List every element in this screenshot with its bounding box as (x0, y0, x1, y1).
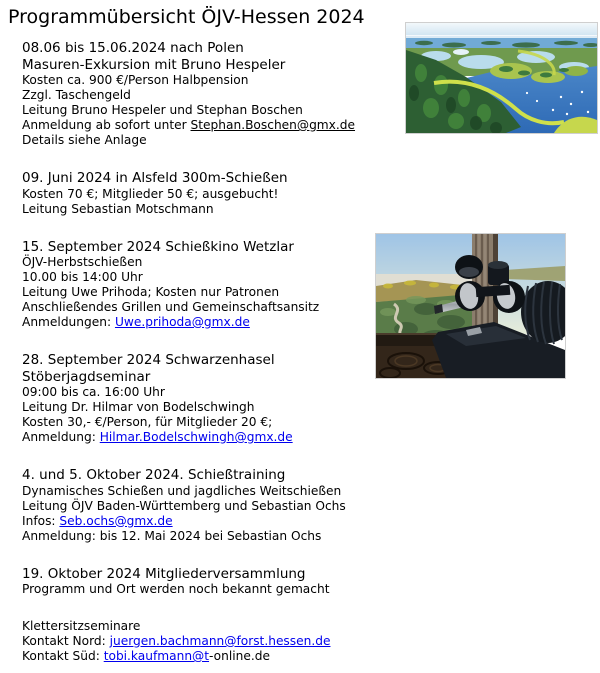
event-detail-line (22, 103, 382, 118)
text-segment: -online.de (209, 649, 270, 663)
email-link[interactable]: Uwe.prihoda@gmx.de (114, 315, 250, 329)
event-detail-line (22, 499, 382, 514)
event-detail-line (22, 619, 382, 634)
text-segment: Zzgl. Taschengeld (22, 88, 131, 102)
email-link[interactable]: Seb.ochs@gmx.de (59, 513, 173, 528)
event-section (22, 40, 382, 148)
text-segment: Kosten ca. 900 €/Person Halbpension (22, 73, 249, 87)
event-section (22, 239, 382, 331)
text-segment: Leitung Sebastian Motschmann (22, 201, 214, 216)
event-detail-line (22, 187, 382, 202)
text-segment: Anmeldung: (22, 430, 100, 444)
text-segment: Kontakt Süd: (22, 649, 104, 663)
text-segment: 09:00 bis ca. 16:00 Uhr (22, 385, 165, 399)
email-underlined-link[interactable]: Stephan.Boschen@gmx.de (190, 118, 356, 132)
event-section (22, 170, 382, 217)
rifle-scope-illustration (376, 234, 565, 378)
text-segment: Anmeldungen: (22, 315, 115, 329)
event-heading: 4. und 5. Oktober 2024. Schießtraining (22, 467, 286, 483)
event-detail-line (22, 484, 382, 499)
event-detail-line (22, 202, 382, 217)
text-segment: Kosten 30,- €/Person, für Mitglieder 20 €; (22, 415, 273, 429)
text-segment: Dynamisches Schießen und jagdliches Weitschießen (22, 483, 342, 498)
text-segment: Kontakt Nord: (22, 634, 110, 648)
event-detail-line (22, 529, 382, 544)
event-detail-line (22, 649, 382, 664)
event-detail-line (22, 133, 382, 148)
sections-container (22, 40, 382, 664)
text-segment: Details siehe Anlage (22, 133, 147, 147)
event-detail-line (22, 315, 382, 330)
event-detail-line (22, 514, 382, 529)
event-heading: 28. September 2024 Schwarzenhasel (22, 352, 275, 368)
event-detail-line (22, 270, 382, 285)
text-segment: Leitung Uwe Prihoda; Kosten nur Patronen (22, 285, 280, 299)
event-section (22, 352, 382, 445)
text-segment: Klettersitzseminare (22, 619, 141, 633)
event-heading: 09. Juni 2024 in Alsfeld 300m-Schießen (22, 170, 288, 186)
text-segment: Programm und Ort werden noch bekannt gemacht (22, 582, 330, 596)
event-section (22, 619, 382, 664)
text-segment: ÖJV-Herbstschießen (22, 255, 143, 269)
text-segment: Leitung Bruno Hespeler und Stephan Boschen (22, 103, 303, 117)
text-segment: Anmeldung: bis 12. Mai 2024 bei Sebastian Ochs (22, 528, 322, 543)
event-detail-line (22, 430, 382, 445)
text-segment: Leitung ÖJV Baden-Württemberg und Sebastian Ochs (22, 498, 346, 513)
event-detail-line (22, 385, 382, 400)
event-detail-line (22, 634, 382, 649)
event-detail-line (22, 285, 382, 300)
event-detail-line (22, 88, 382, 103)
event-heading: 19. Oktober 2024 Mitgliederversammlung (22, 565, 306, 582)
event-detail-line (22, 118, 382, 133)
event-heading: Stöberjagdseminar (22, 368, 151, 385)
email-link[interactable]: tobi.kaufmann@t (103, 649, 210, 663)
rifle-scope-photo (375, 233, 566, 379)
event-detail-line (22, 73, 382, 88)
text-segment: 10.00 bis 14:00 Uhr (22, 270, 143, 284)
event-detail-line (22, 400, 382, 415)
page-title: Programmübersicht ÖJV-Hessen 2024 (8, 6, 365, 28)
text-segment: Kosten 70 €; Mitglieder 50 €; ausgebucht! (22, 186, 279, 201)
event-heading: 08.06 bis 15.06.2024 nach Polen (22, 40, 244, 56)
text-segment: Anschließendes Grillen und Gemeinschaftsansitz (22, 300, 320, 314)
text-segment: Anmeldung ab sofort unter (22, 118, 191, 132)
event-heading: 15. September 2024 Schießkino Wetzlar (22, 238, 294, 255)
event-heading: Masuren-Exkursion mit Bruno Hespeler (22, 56, 286, 73)
text-segment: Leitung Dr. Hilmar von Bodelschwingh (22, 400, 255, 414)
event-section (22, 467, 382, 544)
text-segment: Infos: (22, 513, 60, 528)
event-section (22, 566, 382, 598)
event-detail-line (22, 415, 382, 430)
event-detail-line (22, 582, 382, 597)
event-detail-line (22, 300, 382, 315)
masuria-lakes-illustration (406, 23, 597, 133)
email-link[interactable]: Hilmar.Bodelschwingh@gmx.de (99, 430, 293, 444)
email-link[interactable]: juergen.bachmann@forst.hessen.de (109, 634, 331, 648)
masuria-lakes-photo (405, 22, 598, 134)
event-detail-line (22, 255, 382, 270)
